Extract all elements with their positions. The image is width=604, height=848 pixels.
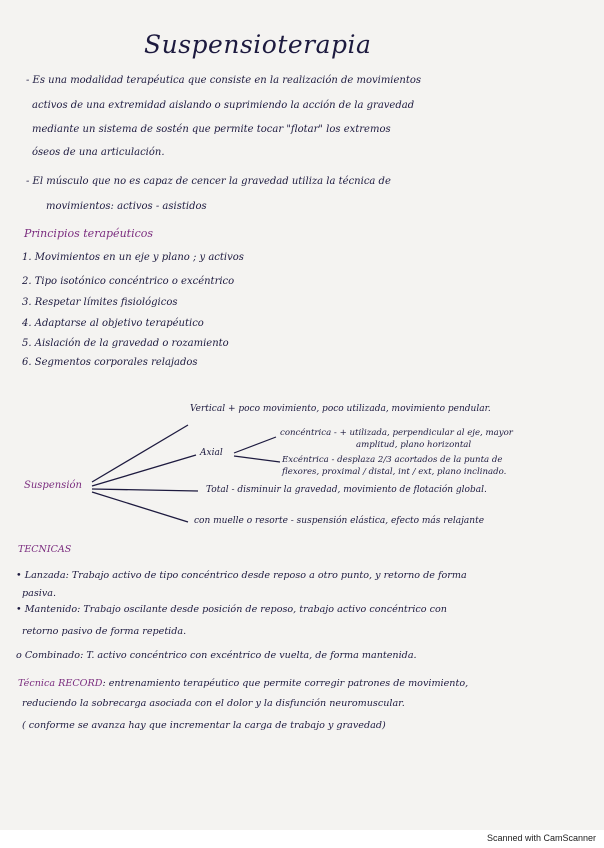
diagram-total: Total - disminuir la gravedad, movimiento de flotación global. (206, 485, 487, 495)
diagram-muelle: con muelle o resorte - suspensión elástica, efecto más relajante (194, 516, 485, 526)
diagram-vertical: Vertical + poco movimiento, poco utilizada, movimiento pendular. (190, 404, 491, 414)
tecnica-item: • Mantenido: Trabajo oscilante desde posición de reposo, trabajo activo concéntrico con (16, 604, 447, 615)
record-first-line (18, 678, 468, 689)
principio-item: 3. Respetar límites fisiológicos (22, 297, 178, 308)
tecnica-item: • Lanzada: Trabajo activo de tipo concéntrico desde reposo a otro punto, y retorno de forma (16, 570, 467, 581)
diagram-axial-excentrica-cont: flexores, proximal / distal, int / ext, plano inclinado. (282, 467, 507, 477)
scanner-footer (0, 830, 604, 848)
diagram-axial-concentrica-cont: amplitud, plano horizontal (356, 440, 472, 450)
principio-item: 6. Segmentos corporales relajados (22, 357, 198, 368)
intro-line: activos de una extremidad aislando o suprimiendo la acción de la gravedad (32, 100, 415, 111)
principio-item: 5. Aislación de la gravedad o rozamiento (22, 338, 229, 349)
tecnica-item: o Combinado: T. activo concéntrico con excéntrico de vuelta, de forma mantenida. (16, 650, 417, 661)
diagram-axial-excentrica: Excéntrica - desplaza 2/3 acortados de la punta de (282, 455, 503, 465)
intro-line: - El músculo que no es capaz de cencer la gravedad utiliza la técnica de (26, 176, 391, 187)
intro-line: - Es una modalidad terapéutica que consiste en la realización de movimientos (26, 75, 422, 86)
tecnicas-heading: TECNICAS (18, 544, 72, 555)
principio-item: 4. Adaptarse al objetivo terapéutico (22, 318, 204, 329)
record-line: ( conforme se avanza hay que incrementar la carga de trabajo y gravedad) (22, 720, 386, 731)
diagram-root-label: Suspensión (24, 480, 82, 491)
tecnica-item-cont: pasiva. (22, 588, 57, 599)
page-title: Suspensioterapia (144, 30, 372, 59)
record-line: reduciendo la sobrecarga asociada con el dolor y la disfunción neuromuscular. (22, 698, 405, 709)
intro-line: óseos de una articulación. (32, 147, 165, 158)
diagram-axial: Axial (200, 448, 223, 458)
intro-line: mediante un sistema de sostén que permite tocar "flotar" los extremos (32, 124, 391, 135)
principio-item: 1. Movimientos en un eje y plano ; y activos (22, 252, 244, 263)
intro-line: movimientos: activos - asistidos (46, 201, 207, 212)
tecnica-item-cont: retorno pasivo de forma repetida. (22, 626, 187, 637)
record-text: : entrenamiento terapéutico que permite corregir patrones de movimiento, (102, 678, 469, 689)
principio-item: 2. Tipo isotónico concéntrico o excéntrico (22, 276, 235, 287)
scanner-watermark: Scanned with CamScanner (486, 833, 596, 843)
record-label: Técnica RECORD (18, 678, 103, 689)
diagram-axial-concentrica: concéntrica - + utilizada, perpendicular al eje, mayor (280, 428, 513, 438)
principios-heading: Principios terapéuticos (24, 227, 154, 240)
